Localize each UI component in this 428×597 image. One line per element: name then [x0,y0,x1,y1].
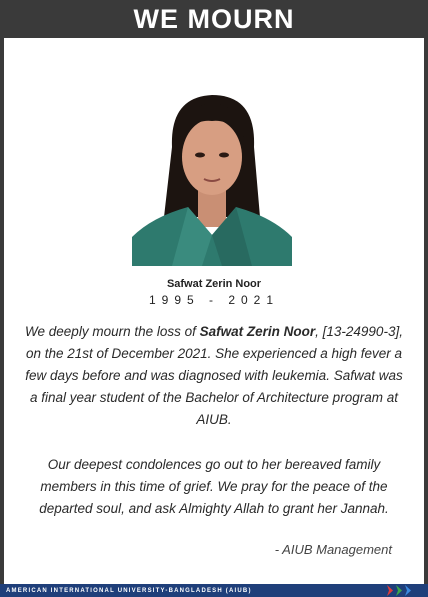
footer-university-name: AMERICAN INTERNATIONAL UNIVERSITY-BANGLADESH (AIUB) [6,587,252,594]
message-prefix: We deeply mourn the loss of [25,324,200,339]
signature: - AIUB Management [274,542,392,557]
portrait-photo [132,67,292,266]
message-name: Safwat Zerin Noor [199,324,316,339]
message-rest: , [13-24990-3], on the 21st of December 2021. She experienced a high fever a few days before and was diagnosed with leukemia. Safwat was a final year student of the Bachelor of Architecture program at AIUB. [25,324,403,427]
memorial-message-2: Our deepest condolences go out to her bereaved family members in this time of grief. We pray for the peace of the departed soul, and ask Almighty Allah to grant her Jannah. [39,457,389,516]
memorial-card [4,38,424,584]
page-title: WE MOURN [133,3,295,34]
green-chevron-icon [395,585,403,596]
footer-logo-arrows [385,585,412,596]
life-years: 1995 - 2021 [148,293,280,307]
header-banner [0,0,428,38]
person-name: Safwat Zerin Noor [166,278,262,290]
red-chevron-icon [386,585,394,596]
footer-bar [0,584,428,597]
portrait-icon [132,67,292,266]
blue-chevron-icon [404,585,412,596]
memorial-message-1 [24,321,404,431]
